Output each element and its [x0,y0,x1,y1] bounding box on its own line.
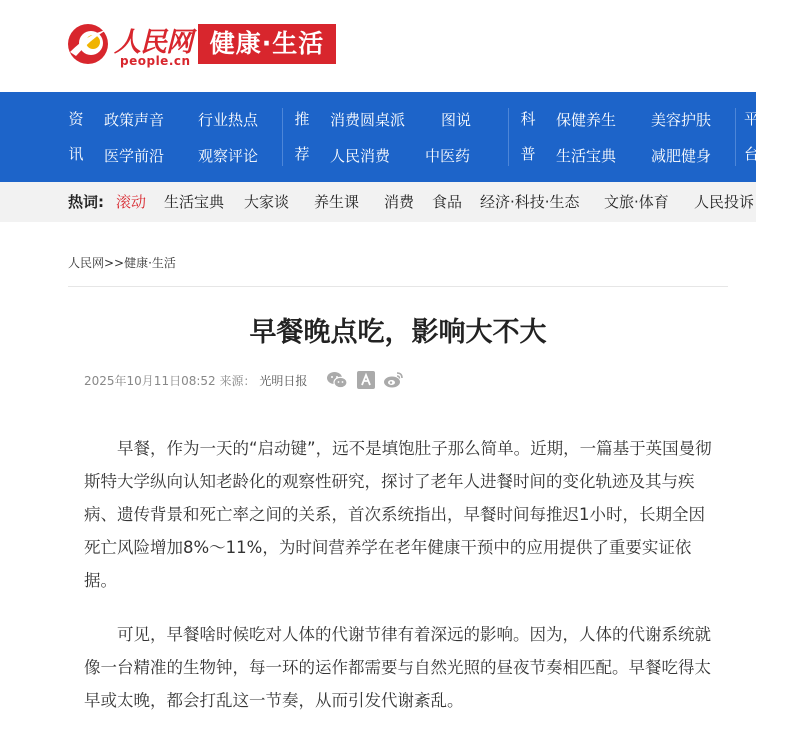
article-paragraph: 早餐，作为一天的“启动键”，远不是填饱肚子那么简单。近期，一篇基于英国曼彻斯特大学纵向认知老龄化的观察性研究，探讨了老年人进餐时间的变化轨迹及其与疾病、遗传背景和死亡率之间的关系，首次系统指出，早餐时间每推迟1小时，长期全因死亡风险增加8%～11%，为时间营养学在老年健康干预中的应用提供了重要实证依据。 [84,439,712,590]
divider [68,286,728,287]
site-header [0,0,756,92]
nav-separator [282,108,283,166]
source-label: 来源： [219,374,256,388]
wechat-icon[interactable] [326,370,348,390]
hotword-economy[interactable]: 经济·科技·生态 [480,193,580,211]
hotword-discussion[interactable]: 大家谈 [244,193,290,211]
logo-text-cn: 人民网 [114,27,192,58]
nav-item-policy[interactable]: 政策声音 [104,111,165,129]
logo-text-en: people.cn [120,54,191,68]
article-meta [84,372,307,389]
hotwords-label: 热词: [68,193,104,211]
nav-item-commentary[interactable]: 观察评论 [198,147,259,165]
channel-nav [0,92,760,182]
hotword-food[interactable]: 食品 [432,193,463,211]
channel-badge[interactable]: 健康·生活 [198,24,336,64]
nav-item-consumption[interactable]: 人民消费 [330,147,391,165]
nav-item-roundtable[interactable]: 消费圆桌派 [330,111,406,129]
article-paragraph: 可见，早餐啥时候吃对人体的代谢节律有着深远的影响。因为，人体的代谢系统就像一台精准的生物钟，每一环的运作都需要与自然光照的昼夜节奏相匹配。早餐吃得太早或太晚，都会打乱这一节奏，从而引发代谢紊乱。 [84,625,711,710]
sina-weibo-icon[interactable] [383,370,405,390]
nav-category-recommend: 推 荐 [294,110,310,163]
nav-item-industry[interactable]: 行业热点 [198,111,259,129]
nav-separator [735,108,736,166]
nav-item-graphic[interactable]: 图说 [441,111,472,129]
hotword-life-tips[interactable]: 生活宝典 [164,193,225,211]
hotword-scroll[interactable]: 滚动 [116,193,147,211]
nav-category-platform[interactable]: 平 台 [744,110,760,163]
source-name[interactable]: 光明日报 [259,374,308,388]
hotword-consumption[interactable]: 消费 [384,193,415,211]
nav-item-skincare[interactable]: 美容护肤 [651,111,712,129]
article-title: 早餐晚点吃，影响大不大 [249,317,547,348]
hotword-health-class[interactable]: 养生课 [314,193,360,211]
renmin-weibo-icon[interactable] [356,370,376,390]
publish-date: 2025年10月11日08:52 [84,374,216,388]
nav-item-fitness[interactable]: 减肥健身 [651,147,712,165]
nav-separator [508,108,509,166]
nav-item-wellness[interactable]: 保健养生 [556,111,617,129]
hotword-culture-sports[interactable]: 文旅·体育 [604,193,669,211]
nav-item-life-tips[interactable]: 生活宝典 [556,147,617,165]
people-logo-emblem-icon [66,22,110,66]
nav-item-tcm[interactable]: 中医药 [425,147,471,165]
nav-category-science: 科 普 [520,110,536,163]
breadcrumb[interactable]: 人民网>>健康·生活 [68,256,176,270]
nav-item-medical-frontier[interactable]: 医学前沿 [104,147,165,165]
hotword-complaints[interactable]: 人民投诉 [694,193,755,211]
nav-category-news: 资 讯 [68,110,84,163]
hotwords-bar [0,182,756,222]
